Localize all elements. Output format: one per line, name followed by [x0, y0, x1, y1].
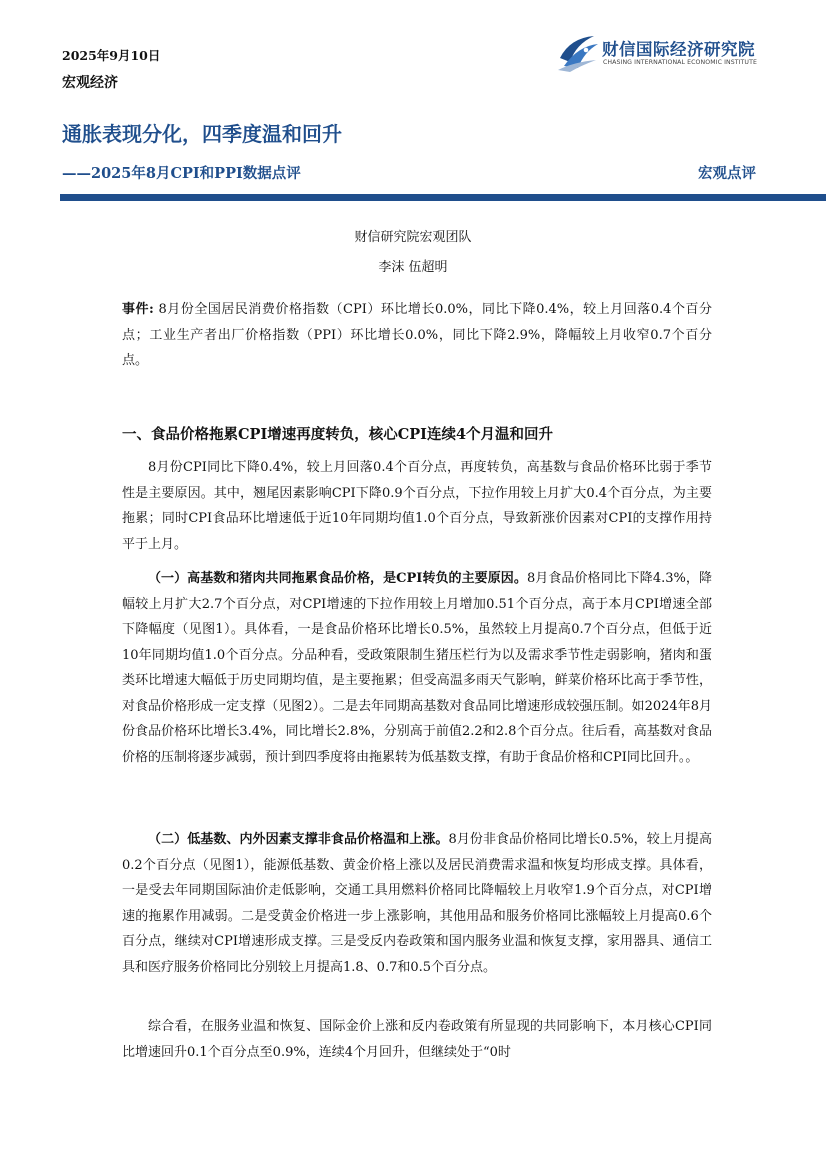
- paragraph-lead: （一）高基数和猪肉共同拖累食品价格，是CPI转负的主要原因。: [148, 571, 527, 586]
- header-divider: [60, 194, 826, 201]
- report-category: 宏观经济: [62, 75, 118, 91]
- report-title: 通胀表现分化，四季度温和回升: [62, 122, 342, 146]
- section-heading: 一、食品价格拖累CPI增速再度转负，核心CPI连续4个月温和回升: [122, 426, 554, 443]
- paragraph: [122, 566, 712, 770]
- paragraph: 综合看，在服务业温和恢复、国际金价上涨和反内卷政策有所显现的共同影响下，本月核心CPI同比增速回升0.1个百分点至0.9%，连续4个月回升，但继续处于“0时: [122, 1019, 712, 1060]
- institute-name-en: CHASING INTERNATIONAL ECONOMIC INSTITUTE: [603, 59, 757, 66]
- report-date: 2025年9月10日: [62, 48, 161, 63]
- paragraph: [122, 827, 712, 980]
- globe-swoosh-icon: [556, 32, 600, 72]
- paragraph: 8月份CPI同比下降0.4%，较上月回落0.4个百分点，再度转负，高基数与食品价格环比弱于季节性是主要原因。其中，翘尾因素影响CPI下降0.9个百分点，下拉作用较上月扩大0.4个百分点，为主要拖累；同时CPI食品环比增速低于近10年同期均值1.0个百分点，导致新涨价因素对CPI的支撑作用持平于上月。: [122, 460, 712, 552]
- event-text: 8月份全国居民消费价格指数（CPI）环比增长0.0%，同比下降0.4%，较上月回落0.4个百分点；工业生产者出厂价格指数（PPI）环比增长0.0%，同比下降2.9%，降幅较上月收窄0.7个百分点。: [122, 302, 712, 368]
- paragraph-lead: （二）低基数、内外因素支撑非食品价格温和上涨。: [148, 832, 449, 847]
- report-type-tag: 宏观点评: [698, 165, 756, 182]
- paragraph-body: 8月食品价格同比下降4.3%，降幅较上月扩大2.7个百分点，对CPI增速的下拉作用较上月增加0.51个百分点，高于本月CPI增速全部下降幅度（见图1）。具体看，一是食品价格环比增长0.5%，虽然较上月提高0.7个百分点，但低于近10年同期均值1.0个百分点。分品种看，受政策限制生猪压栏行为以及需求季节性走弱影响，猪肉和蛋类环比增速大幅低于历史同期均值，是主要拖累；但受高温多雨天气影响，鲜菜价格环比高于季节性，对食品价格形成一定支撑（见图2）。二是去年同期高基数对食品同比增速形成较强压制。如2024年8月份食品价格环比增长3.4%，同比增长2.8%，分别高于前值2.2和2.8个百分点。往后看，高基数对食品价格的压制将逐步减弱，预计到四季度将由拖累转为低基数支撑，有助于食品价格和CPI同比回升。。: [122, 571, 712, 765]
- report-subtitle: ——2025年8月CPI和PPI数据点评: [62, 165, 301, 182]
- institute-name: 财信国际经济研究院: [602, 40, 755, 59]
- event-label: 事件:: [122, 302, 154, 317]
- paragraph-body: 8月份非食品价格同比增长0.5%，较上月提高0.2个百分点（见图1），能源低基数、黄金价格上涨以及居民消费需求温和恢复均形成支撑。具体看，一是受去年同期国际油价走低影响，交通工具用燃料价格同比降幅较上月收窄1.9个百分点，对CPI增速的拖累作用减弱。二是受黄金价格进一步上涨影响，其他用品和服务价格同比涨幅较上月提高0.6个百分点，继续对CPI增速形成支撑。三是受反内卷政策和国内服务业温和恢复支撑，家用器具、通信工具和医疗服务价格同比分别较上月提高1.8、0.7和0.5个百分点。: [122, 832, 712, 975]
- event-summary: [122, 297, 712, 374]
- author-team: 财信研究院宏观团队: [354, 230, 472, 245]
- institute-logo: [556, 32, 776, 76]
- author-names: 李沫 伍超明: [378, 260, 448, 275]
